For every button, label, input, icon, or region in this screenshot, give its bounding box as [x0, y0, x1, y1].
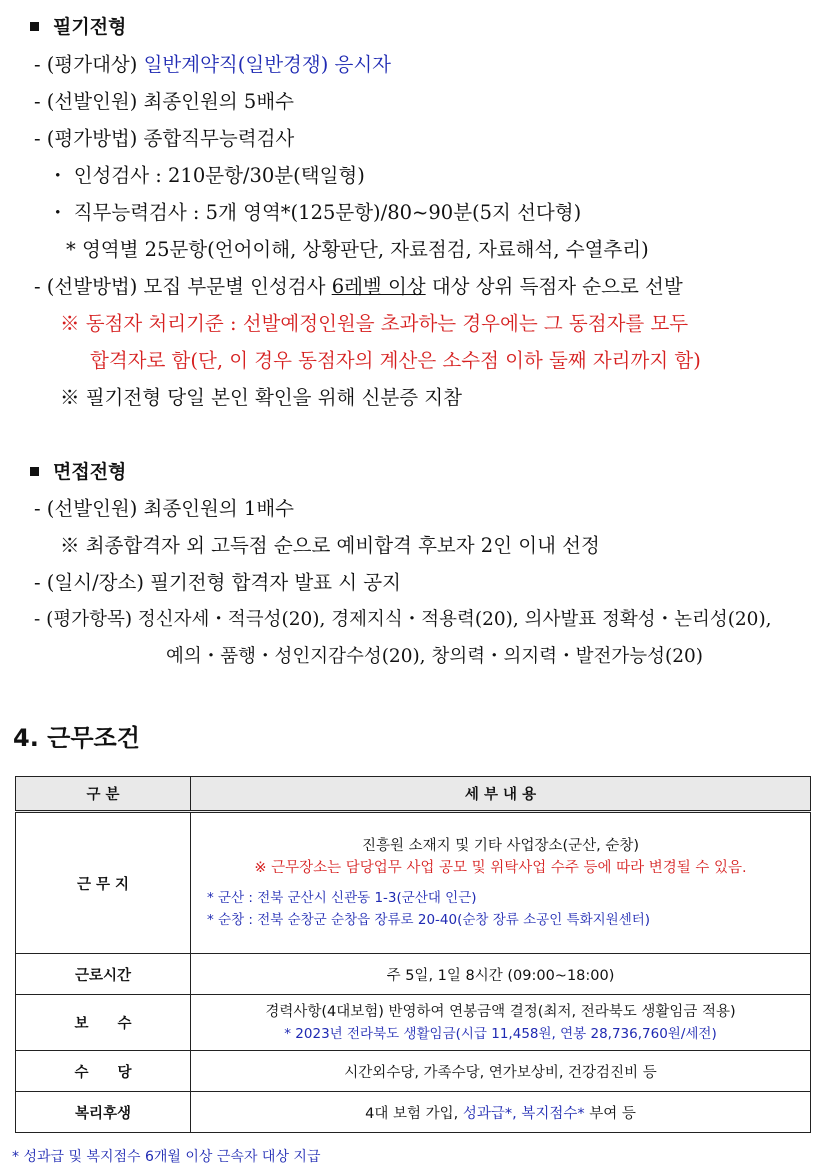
written-personality-test: ・ 인성검사 : 210문항/30분(택일형) [48, 164, 365, 187]
conditions-table [15, 776, 811, 1133]
hours-label: 근로시간 [16, 954, 191, 995]
hours-value: 주 5일, 1일 8시간 (09:00~18:00) [191, 954, 811, 995]
footnote: * 성과급 및 복지점수 6개월 이상 근속자 대상 지급 [12, 1149, 321, 1165]
workplace-details [191, 812, 811, 954]
interview-schedule: - (일시/장소) 필기전형 합격자 발표 시 공지 [34, 571, 401, 594]
section-title: 4. 근무조건 [13, 724, 140, 752]
interview-selection-count: - (선발인원) 최종인원의 1배수 [34, 497, 295, 520]
interview-heading: 면접전형 [30, 459, 126, 485]
tie-rule-line2: 합격자로 함(단, 이 경우 동점자의 계산은 소수점 이하 둘째 자리까지 함) [90, 349, 701, 372]
pay-line2: * 2023년 전라북도 생활임금(시급 11,458원, 연봉 28,736,760원/세전) [284, 1025, 717, 1042]
pay-line1: 경력사항(4대보험) 반영하여 연봉금액 결정(최저, 전라북도 생활임금 적용) [265, 1003, 736, 1020]
written-exam-heading: 필기전형 [30, 14, 126, 40]
table-row [16, 954, 811, 995]
header-category: 구 분 [16, 777, 191, 812]
written-aptitude-test: ・ 직무능력검사 : 5개 영역*(125문항)/80~90분(5지 선다형) [48, 201, 582, 224]
table-row [16, 812, 811, 954]
workplace-line1: 진흥원 소재지 및 기타 사업장소(군산, 순창) [361, 838, 640, 854]
welfare-value: 4대 보험 가입, 성과급*, 복지점수* 부여 등 [191, 1092, 811, 1133]
workplace-label: 근 무 지 [16, 812, 191, 954]
interview-criteria-line1: - (평가항목) 정신자세・적극성(20), 경제지식・적용력(20), 의사발표 정확성・논리성(20), [34, 609, 772, 630]
square-bullet-icon [30, 467, 39, 476]
written-method: - (평가방법) 종합직무능력검사 [34, 127, 295, 150]
written-target: - (평가대상) 일반계약직(일반경쟁) 응시자 [34, 53, 392, 76]
tie-rule-line1: ※ 동점자 처리기준 : 선발예정인원을 초과하는 경우에는 그 동점자를 모두 [60, 312, 689, 335]
table-row [16, 1092, 811, 1133]
interview-reserve-note: ※ 최종합격자 외 고득점 순으로 예비합격 후보자 2인 이내 선정 [60, 534, 600, 557]
table-row [16, 995, 811, 1051]
written-areas-note: * 영역별 25문항(언어이해, 상황판단, 자료점검, 자료해석, 수열추리) [66, 238, 649, 261]
allowance-value: 시간외수당, 가족수당, 연가보상비, 건강검진비 등 [191, 1051, 811, 1092]
pay-label: 보 수 [16, 995, 191, 1051]
pay-details [191, 995, 811, 1051]
id-card-note: ※ 필기전형 당일 본인 확인을 위해 신분증 지참 [60, 386, 462, 409]
table-row [16, 1051, 811, 1092]
allowance-label: 수 당 [16, 1051, 191, 1092]
written-selection-method: - (선발방법) 모집 부문별 인성검사 6레벨 이상 대상 상위 득점자 순으로 선발 [34, 275, 683, 298]
workplace-sunchang: * 순창 : 전북 순창군 순창읍 장류로 20-40(순창 장류 소공인 특화지원센터) [207, 912, 651, 928]
square-bullet-icon [30, 22, 39, 31]
workplace-gunsan: * 군산 : 전북 군산시 신관동 1-3(군산대 인근) [207, 890, 477, 906]
header-details: 세 부 내 용 [191, 777, 811, 812]
welfare-label: 복리후생 [16, 1092, 191, 1133]
table-header-row [16, 777, 811, 812]
interview-criteria-line2: 예의・품행・성인지감수성(20), 창의력・의지력・발전가능성(20) [166, 646, 704, 667]
written-selection-count: - (선발인원) 최종인원의 5배수 [34, 90, 295, 113]
workplace-change-note: ※ 근무장소는 담당업무 사업 공모 및 위탁사업 수주 등에 따라 변경될 수 있음. [254, 860, 747, 876]
